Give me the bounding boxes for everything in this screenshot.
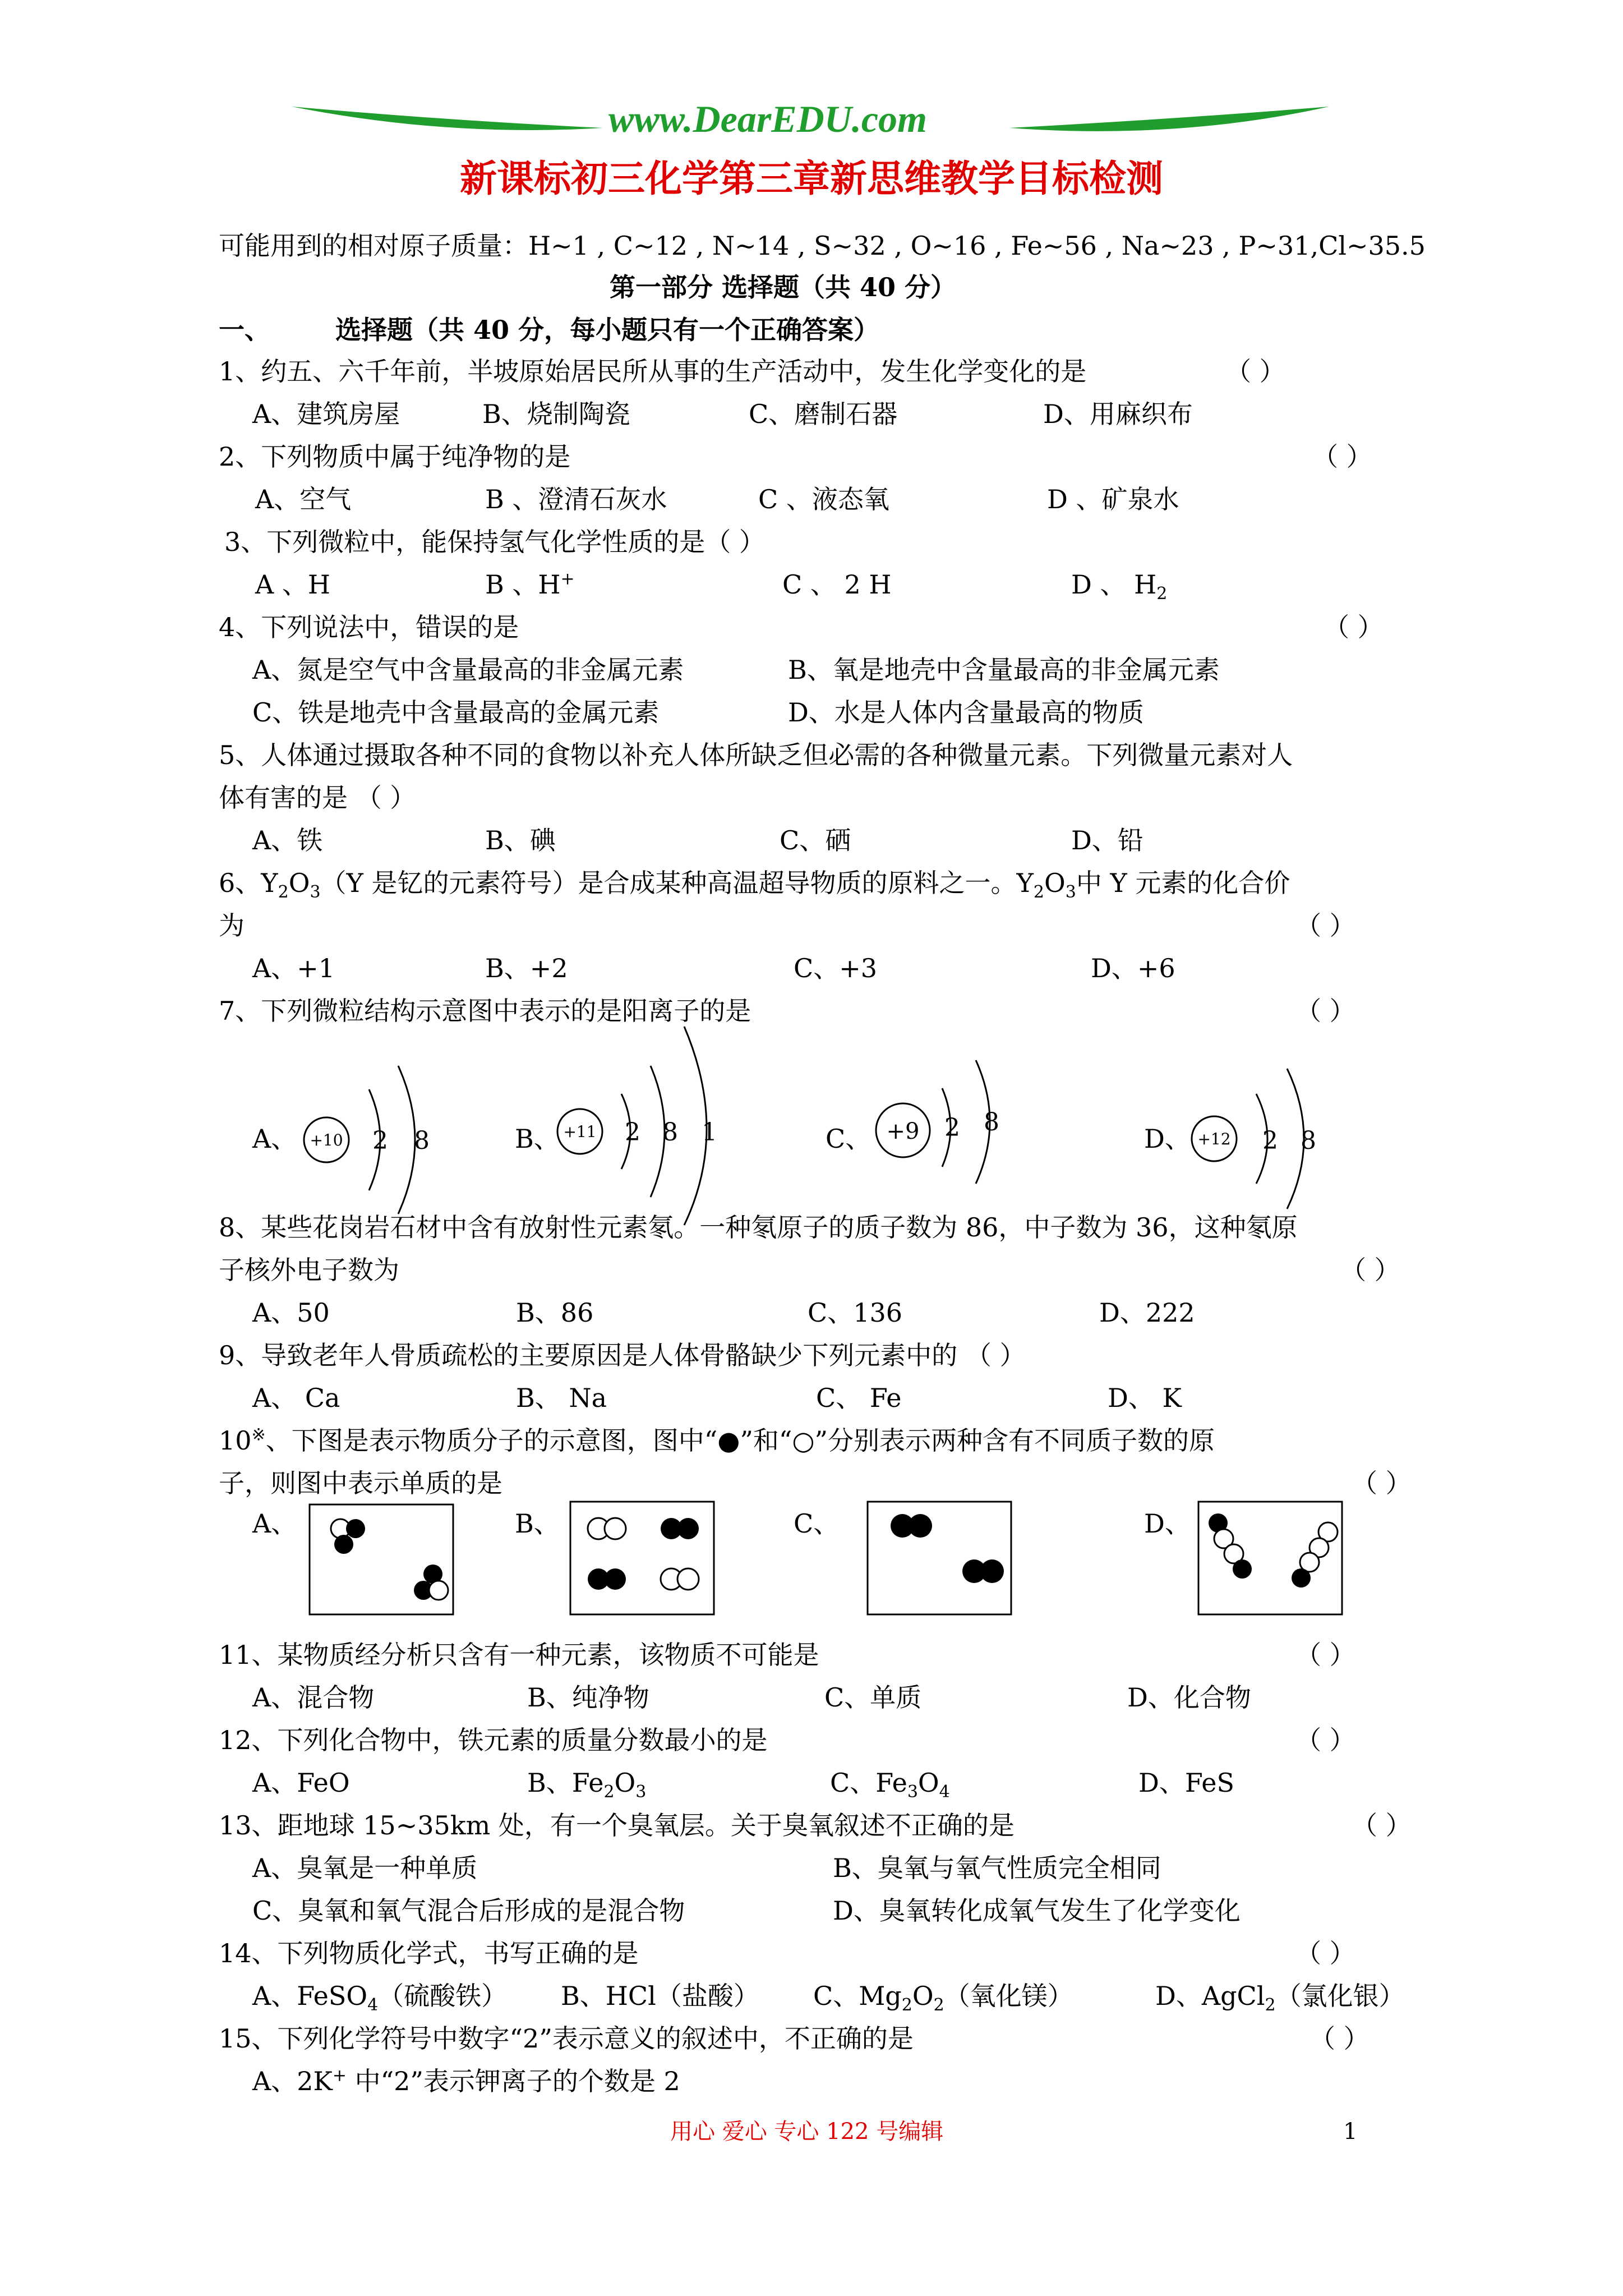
q14-option-c: C、$Mg_2O_2$（氧化镁） bbox=[813, 1981, 1073, 2016]
q7-d-nucleus: +12 bbox=[1197, 1130, 1231, 1148]
q8-answer-paren: （ ） bbox=[1340, 1255, 1400, 1285]
q7-atom-diagram-d bbox=[1181, 1055, 1343, 1217]
q9-option-c: C、 Fe bbox=[816, 1383, 902, 1413]
q10-option-a-label: A、 bbox=[252, 1508, 297, 1539]
q15-stem: 15、下列化学符号中数字“2”表示意义的叙述中，不正确的是 bbox=[219, 2023, 914, 2054]
q9-option-d: D、 K bbox=[1108, 1383, 1182, 1413]
q14-option-b: B、HCl（盐酸） bbox=[561, 1981, 759, 2011]
site-url: www.DearEDU.com bbox=[608, 98, 927, 140]
q13-option-b: B、臭氧与氧气性质完全相同 bbox=[833, 1853, 1161, 1883]
q4-stem: 4、下列说法中，错误的是 bbox=[219, 612, 519, 642]
q9-option-a: A、 Ca bbox=[252, 1383, 340, 1413]
q7-c-nucleus: +9 bbox=[886, 1119, 920, 1144]
q7-c-shell-1: 2 bbox=[944, 1114, 960, 1142]
q8-option-c: C、136 bbox=[808, 1297, 902, 1328]
q3-option-a: A 、H bbox=[255, 569, 330, 600]
q3-option-b: B 、H+ bbox=[485, 569, 575, 600]
q1-option-a: A、建筑房屋 bbox=[252, 399, 400, 429]
q11-answer-paren: （ ） bbox=[1295, 1640, 1355, 1670]
q2-option-a: A、空气 bbox=[255, 484, 352, 514]
q7-b-shell-3: 1 bbox=[702, 1118, 717, 1147]
q4-option-a: A、氮是空气中含量最高的非金属元素 bbox=[252, 655, 684, 685]
q4-option-d: D、水是人体内含量最高的物质 bbox=[788, 697, 1144, 728]
q6-option-a: A、+1 bbox=[252, 953, 335, 983]
q7-answer-paren: （ ） bbox=[1295, 996, 1355, 1026]
q14-option-d: D、AgCl$_2$（氯化银） bbox=[1155, 1981, 1405, 2016]
q7-option-a-label: A、 bbox=[252, 1124, 297, 1154]
q7-d-shell-2: 8 bbox=[1301, 1126, 1316, 1155]
q11-option-a: A、混合物 bbox=[252, 1682, 375, 1713]
atomic-masses: 可能用到的相对原子质量：H~1 , C~12 , N~14 , S~32 , O~16 , Fe~56 , Na~23 , P~31,Cl~35.5 bbox=[219, 231, 1426, 261]
q6-answer-paren: （ ） bbox=[1295, 910, 1355, 941]
banner-left-swoosh bbox=[292, 107, 603, 130]
q10-molecule-box-a bbox=[308, 1503, 454, 1616]
q9-option-b: B、 Na bbox=[516, 1383, 607, 1413]
q15-option-a: A、2K+ 中“2”表示钾离子的个数是 2 bbox=[252, 2065, 680, 2096]
q7-option-d-label: D、 bbox=[1144, 1124, 1191, 1154]
q10-stem-line1: 10※、下图是表示物质分子的示意图，图中“●”和“○”分别表示两种含有不同质子数的原 bbox=[219, 1425, 1215, 1456]
q5-stem-line1: 5、人体通过摄取各种不同的食物以补充人体所缺乏但必需的各种微量元素。下列微量元素对人 bbox=[219, 740, 1293, 770]
q1-option-b: B、烧制陶瓷 bbox=[482, 399, 630, 429]
q2-option-b: B 、澄清石灰水 bbox=[485, 484, 667, 514]
q6-stem-line2: 为 bbox=[219, 910, 245, 941]
q5-stem-line2: 体有害的是 （ ） bbox=[219, 783, 416, 813]
q2-option-d: D 、矿泉水 bbox=[1047, 484, 1179, 514]
q10-molecule-box-b bbox=[569, 1501, 715, 1616]
q13-option-a: A、臭氧是一种单质 bbox=[252, 1853, 478, 1883]
q11-option-d: D、化合物 bbox=[1127, 1682, 1251, 1713]
q7-atom-diagram-c bbox=[864, 1043, 1032, 1189]
q12-option-c: C、$Fe_3O_4$ bbox=[830, 1768, 950, 1802]
q13-stem: 13、距地球 15~35km 处，有一个臭氧层。关于臭氧叙述不正确的是 bbox=[219, 1810, 1015, 1841]
q10-stem-line2: 子，则图中表示单质的是 bbox=[219, 1468, 502, 1498]
q8-option-b: B、86 bbox=[516, 1297, 594, 1328]
q2-answer-paren: （ ） bbox=[1312, 441, 1372, 472]
q2-option-c: C 、液态氧 bbox=[758, 484, 889, 514]
q5-option-c: C、硒 bbox=[780, 825, 851, 855]
q8-option-d: D、222 bbox=[1099, 1297, 1195, 1328]
q7-atom-diagram-a bbox=[292, 1049, 471, 1223]
q7-a-shell-1: 2 bbox=[372, 1126, 388, 1155]
q11-stem: 11、某物质经分析只含有一种元素，该物质不可能是 bbox=[219, 1640, 819, 1670]
q10-option-c-label: C、 bbox=[794, 1508, 840, 1539]
q4-option-b: B、氧是地壳中含量最高的非金属元素 bbox=[788, 655, 1220, 685]
q7-option-b-label: B、 bbox=[515, 1124, 560, 1154]
q7-a-shell-2: 8 bbox=[414, 1126, 430, 1155]
q1-stem: 1、约五、六千年前，半坡原始居民所从事的生产活动中，发生化学变化的是 bbox=[219, 356, 1087, 386]
q14-option-a: A、FeSO$_4$（硫酸铁） bbox=[252, 1981, 508, 2016]
q7-option-c-label: C、 bbox=[826, 1124, 872, 1154]
q7-b-nucleus: +11 bbox=[563, 1122, 597, 1141]
section-title: 选择题（共 40 分，每小题只有一个正确答案） bbox=[335, 315, 880, 345]
q12-option-b: B、$Fe_2O_3$ bbox=[527, 1768, 647, 1802]
q12-stem: 12、下列化合物中，铁元素的质量分数最小的是 bbox=[219, 1725, 768, 1755]
q7-d-shell-1: 2 bbox=[1262, 1126, 1278, 1155]
q4-option-c: C、铁是地壳中含量最高的金属元素 bbox=[252, 697, 660, 728]
q11-option-b: B、纯净物 bbox=[527, 1682, 649, 1713]
q9-stem: 9、导致老年人骨质疏松的主要原因是人体骨骼缺少下列元素中的 （ ） bbox=[219, 1340, 1026, 1370]
q7-atom-diagram-b bbox=[538, 1004, 751, 1228]
q12-option-d: D、FeS bbox=[1138, 1768, 1235, 1798]
q3-option-d: D 、 $H_2$ bbox=[1071, 569, 1168, 604]
q1-answer-paren: （ ） bbox=[1225, 356, 1285, 386]
q11-option-c: C、单质 bbox=[824, 1682, 922, 1713]
q13-option-c: C、臭氧和氧气混合后形成的是混合物 bbox=[252, 1895, 685, 1926]
q3-stem: 3、下列微粒中，能保持氢气化学性质的是（ ） bbox=[224, 527, 765, 557]
q14-answer-paren: （ ） bbox=[1295, 1938, 1355, 1968]
q10-molecule-box-c bbox=[866, 1501, 1012, 1616]
q4-answer-paren: （ ） bbox=[1324, 612, 1384, 642]
banner-right-swoosh bbox=[1009, 107, 1329, 131]
q1-option-d: D、用麻织布 bbox=[1043, 399, 1193, 429]
q8-stem-line1: 8、某些花岗岩石材中含有放射性元素氡。一种氡原子的质子数为 86，中子数为 36，这种氡原 bbox=[219, 1212, 1298, 1243]
q10-answer-paren: （ ） bbox=[1352, 1468, 1412, 1498]
q3-option-c: C 、 2 H bbox=[782, 569, 892, 600]
q10-option-b-label: B、 bbox=[515, 1508, 560, 1539]
q8-stem-line2: 子核外电子数为 bbox=[219, 1255, 399, 1285]
q6-stem-line1: 6、$Y_2O_3(Y$ 是钇的元素符号）是合成某种高温超导物质的原料之一。$Y_2O_3$中 Y 元素的化合价 bbox=[219, 868, 1290, 903]
q10-option-d-label: D、 bbox=[1144, 1508, 1191, 1539]
q2-stem: 2、下列物质中属于纯净物的是 bbox=[219, 441, 571, 472]
part-title: 第一部分 选择题（共 40 分） bbox=[610, 272, 957, 302]
q7-stem: 7、下列微粒结构示意图中表示的是阳离子的是 bbox=[219, 996, 751, 1026]
q10-molecule-box-d bbox=[1197, 1501, 1343, 1616]
q6-option-d: D、+6 bbox=[1091, 953, 1175, 983]
q7-b-shell-1: 2 bbox=[625, 1118, 640, 1147]
q6-option-c: C、+3 bbox=[794, 953, 878, 983]
q13-option-d: D、臭氧转化成氧气发生了化学变化 bbox=[833, 1895, 1241, 1926]
q8-option-a: A、50 bbox=[252, 1297, 330, 1328]
section-number: 一、 bbox=[219, 315, 270, 345]
footer-text: 用心 爱心 专心 122 号编辑 bbox=[670, 2119, 944, 2145]
q14-stem: 14、下列物质化学式，书写正确的是 bbox=[219, 1938, 639, 1968]
q13-answer-paren: （ ） bbox=[1352, 1810, 1412, 1841]
banner-swoosh bbox=[0, 0, 1623, 168]
document-title: 新课标初三化学第三章新思维教学目标检测 bbox=[460, 157, 1163, 200]
q7-b-shell-2: 8 bbox=[662, 1118, 678, 1147]
q5-option-a: A、铁 bbox=[252, 825, 323, 855]
q5-option-b: B、碘 bbox=[485, 825, 556, 855]
q12-option-a: A、FeO bbox=[252, 1768, 350, 1798]
q12-answer-paren: （ ） bbox=[1295, 1725, 1355, 1755]
q6-option-b: B、+2 bbox=[485, 953, 568, 983]
q7-c-shell-2: 8 bbox=[984, 1108, 999, 1137]
q15-answer-paren: （ ） bbox=[1310, 2023, 1370, 2054]
page-number: 1 bbox=[1343, 2119, 1358, 2145]
q5-option-d: D、铅 bbox=[1071, 825, 1144, 855]
q1-option-c: C、磨制石器 bbox=[749, 399, 898, 429]
q7-a-nucleus: +10 bbox=[310, 1131, 343, 1149]
